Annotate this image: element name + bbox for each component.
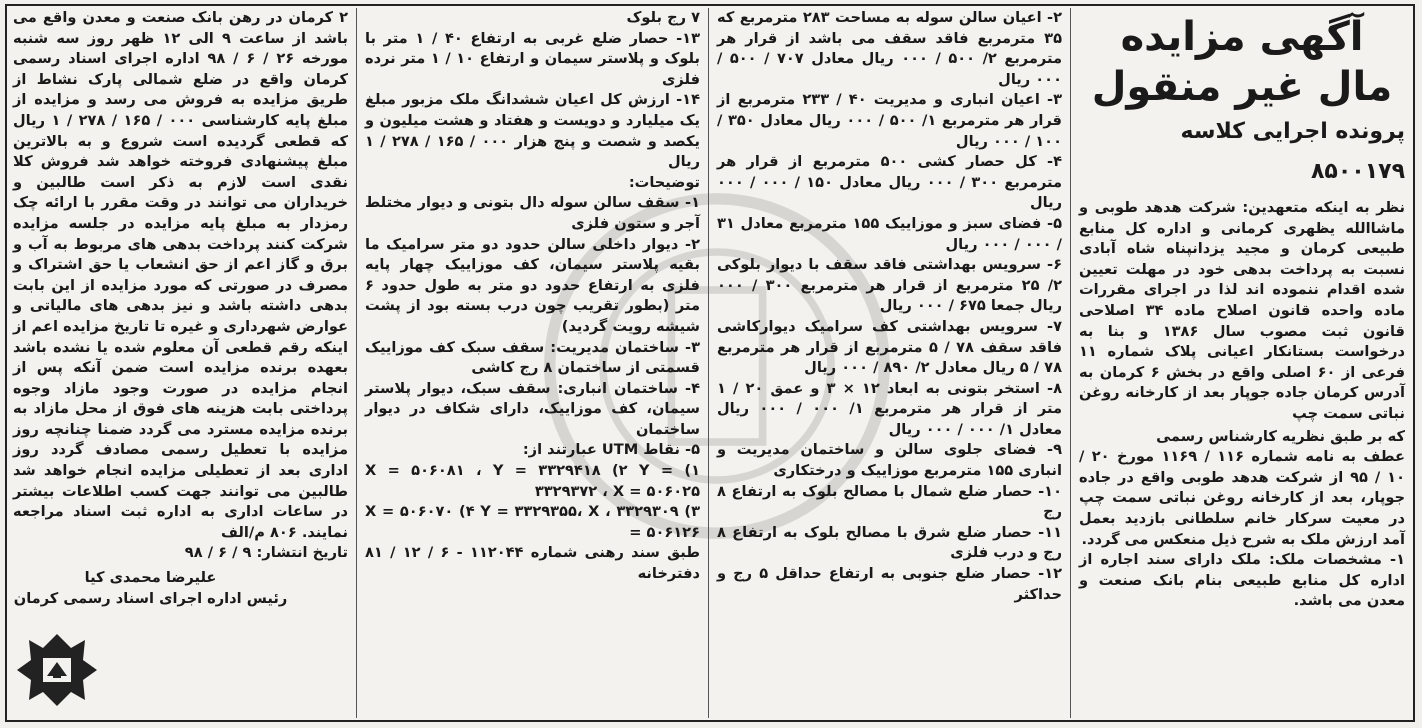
list-item: ۹- فضای جلوی سالن و ساختمان مدیریت و انباری ۱۵۵ مترمربع موزاییک و درختکاری [717,441,1062,480]
column-2 [709,8,1071,718]
list-item: ۶- سرویس بهداشتی فاقد سقف با دیوار بلوکی ۲/ ۲۵ مترمربع از قرار هر مترمربع ۳۰۰ / ۰۰۰ ریال جمعا ۶۷۵ / ۰۰۰ ریال [717,256,1062,315]
list-item: ۵- نقاط UTM عبارتند از: [522,441,700,459]
utm-line: ۱) X = ۵۰۶۰۸۱ ، Y = ۳۳۲۹۴۱۸ (۲ Y = ۳۳۲۹۳۷۲ ، X = ۵۰۶۰۲۵ [365,462,700,500]
column-1 [1071,8,1413,718]
body-paragraph: عطف به نامه شماره ۱۱۶ / ۱۱۶۹ مورخ ۲۰ / ۱۰ / ۹۵ از شرکت هدهد طوبی واقع در جاده جوپار، بعد از کارخانه روغن نباتی سمت چپ در معیت سرکار خانم سلطانی بازدید بعمل آمد ارزش ملک به شرح ذیل منعکس می گردد. [1079,448,1405,548]
expert-heading: که بر طبق نظریه کارشناس رسمی [1156,427,1405,445]
signature-block [13,568,288,609]
list-item: طبق سند رهنی شماره ۱۱۲۰۴۴ - ۶ / ۱۲ / ۸۱ دفترخانه [365,544,700,583]
list-item: ۳- ساختمان مدیریت: سقف سبک کف موزاییک قسمتی از ساختمان ۸ رج کاشی [365,338,700,377]
signer-title: رئیس اداره اجرای اسناد رسمی کرمان [13,589,288,607]
body-paragraph: ۲ کرمان در رهن بانک صنعت و معدن واقع می باشد از ساعت ۹ الی ۱۲ ظهر روز سه شنبه مورخه ۲۶ / ۶ / ۹۸ اداره اجرای اسناد رسمی کرمان واقع در ضلع شمالی پارک نشاط از طریق مزایده به فروش می رسد و مزایده از مبلغ پایه کارشناسی ۰۰۰ / ۱۶۵ / ۲۷۸ / ۱ ریال که قطعی گردیده است شروع و به بالاترین مبلغ پیشنهادی فروخته خواهد شد فروش کلا نقدی است لازم به ذکر است طالبین و خریداران می توانند در وقت مقرر با ارائه چک رمزدار به مبلغ پایه مزایده در جلسه مزایده شرکت کنند پرداخت بدهی های مربوط به آب و برق و گاز اعم از حق انشعاب یا حق اشتراک و مصرف در صورتی که مورد مزایده از این بابت بدهی داشته باشد و نیز بدهی های مالیاتی و عوارض شهرداری و غیره تا تاریخ مزایده اعم از اینکه رقم قطعی آن معلوم شده یا نشده باشد بعهده برنده مزایده است ضمن آنکه پس از انجام مزایده در صورت وجود مازاد وجوه پرداختی بابت هزینه های فوق از محل مازاد به برنده مزایده مسترد می گردد ضمنا چنانچه روز مزایده با تعطیل رسمی مصادف گردد روز اداری بعد از تعطیلی مزایده انجام خواهد شد طالبین می توانند جهت کسب اطلاعات بیشتر در ساعات اداری به اداره ثبت اسناد مراجعه نمایند. ۸۰۶ م/الف [13,9,348,541]
list-item: ۱۰- حصار ضلع شمال با مصالح بلوک به ارتفاع ۸ رج [717,482,1062,521]
notes-heading: توضیحات: [628,173,700,191]
column-4 [5,8,357,718]
list-item: ۱- سقف سالن سوله دال بتونی و دیوار مختلط آجر و ستون فلزی [365,194,700,232]
column-3 [357,8,709,718]
list-item: ۴- کل حصار کشی ۵۰۰ مترمربع از قرار هر مترمربع ۳۰۰ / ۰۰۰ ریال معادل ۱۵۰ / ۰۰۰ / ۰۰۰ ریال [717,153,1063,212]
list-item: ۸- استخر بتونی به ابعاد ۱۲ × ۳ و عمق ۲۰ / ۱ متر از قرار هر مترمربع ۱/ ۰۰۰ / ۰۰۰ ریال معادل ۱/ ۰۰۰ / ۰۰۰ ریال [717,379,1062,438]
judiciary-emblem-icon [13,630,101,710]
list-item: ۱۳- حصار ضلع غربی به ارتفاع ۴۰ / ۱ متر با بلوک و پلاستر سیمان و ارتفاع ۱۰ / ۱ متر نرده فلزی [365,29,700,88]
list-item: ۲- اعیان سالن سوله به مساحت ۲۸۳ مترمربع که ۳۵ مترمربع فاقد سقف می باشد از قرار هر مترمربع ۲/ ۵۰۰ / ۰۰۰ ریال معادل ۷۰۷ / ۵۰۰ / ۰۰۰ ریال [717,9,1063,88]
auction-notice [5,4,1415,722]
list-item: ۷- سرویس بهداشتی کف سرامیک دیوارکاشی فاقد سقف ۷۸ / ۵ مترمربع از قرار هر مترمربع ۷۸ / ۵ ریال معادل ۲/ ۸۹۰ / ۰۰۰ ریال [717,317,1063,377]
list-item: ۲- دیوار داخلی سالن حدود دو متر سرامیک ما بقیه پلاستر سیمان، کف موزاییک چهار پایه فلزی به ارتفاع حدود دو متر به طول حدود ۶ متر (بطور تقریب چون درب بسته بود از پشت شیشه رویت گردید) [365,235,700,335]
intro-paragraph: نظر به اینکه متعهدین: شرکت هدهد طوبی و ماشاالله یظهری کرمانی و اداره کل منابع طبیعی کرمان و مجید یزدانپناه شاه آبادی نسبت به پرداخت بدهی خود در مهلت تعیین شده اقدام ننموده اند لذا در اجرای مقررات ماده واحده قانون اصلاح ماده ۳۴ اصلاحی قانون ثبت مصوب سال ۱۳۸۶ و بنا به درخواست بستانکار اعیانی پلاک شماره ۱۱ فرعی از ۶۰ اصلی واقع در بخش ۶ کرمان به آدرس کرمان جاده جوپار بعد از کارخانه روغن نباتی سمت چپ [1079,199,1406,422]
list-item: ۱۲- حصار ضلع جنوبی به ارتفاع حداقل ۵ رج و حداکثر [717,565,1063,603]
signer-name: علیرضا محمدی کیا [84,569,217,587]
utm-line: ۳) ۳۳۲۹۳۰۹ ، X = ۵۰۶۰۷۰ (۴ Y = ۳۳۲۹۳۵۵، X = ۵۰۶۱۲۶ [365,503,700,541]
publish-date: تاریخ انتشار: ۹ / ۶ / ۹۸ [184,544,348,562]
list-item: ۱- مشخصات ملک: ملک دارای سند اجاره از اداره کل منابع طبیعی بنام بانک صنعت و معدن می باشد. [1079,551,1405,610]
notice-subtitle: مال غیر منقول [1091,64,1393,110]
list-item: ۴- ساختمان انباری: سقف سبک، دیوار پلاستر سیمان، کف موزاییک، دارای شکاف در دیوار ساختمان [365,379,700,438]
case-number: پرونده اجرایی کلاسه ۸۵۰۰۱۷۹ [1180,119,1405,184]
list-item: ۱۱- حصار ضلع شرق با مصالح بلوک به ارتفاع ۸ رج و درب فلزی [717,523,1062,562]
notice-title: آگهی مزایده [1120,14,1364,60]
list-item: ۳- اعیان انباری و مدیریت ۴۰ / ۲۳۳ مترمربع از قرار هر مترمربع ۱/ ۵۰۰ / ۰۰۰ ریال معادل ۳۵۰ / ۱۰۰ / ۰۰۰ ریال [717,91,1063,150]
list-item: ۵- فضای سبز و موزاییک ۱۵۵ مترمربع معادل ۳۱ / ۰۰۰ / ۰۰۰ ریال [717,214,1063,253]
title-block [1079,12,1405,192]
list-item: ۱۴- ارزش کل اعیان ششدانگ ملک مزبور مبلغ یک میلیارد و دویست و هفتاد و هشت میلیون و یکصد و شصت و پنج هزار ۰۰۰ / ۱۶۵ / ۲۷۸ / ۱ ریال [365,91,700,171]
list-item: ۷ رج بلوک [626,9,700,26]
